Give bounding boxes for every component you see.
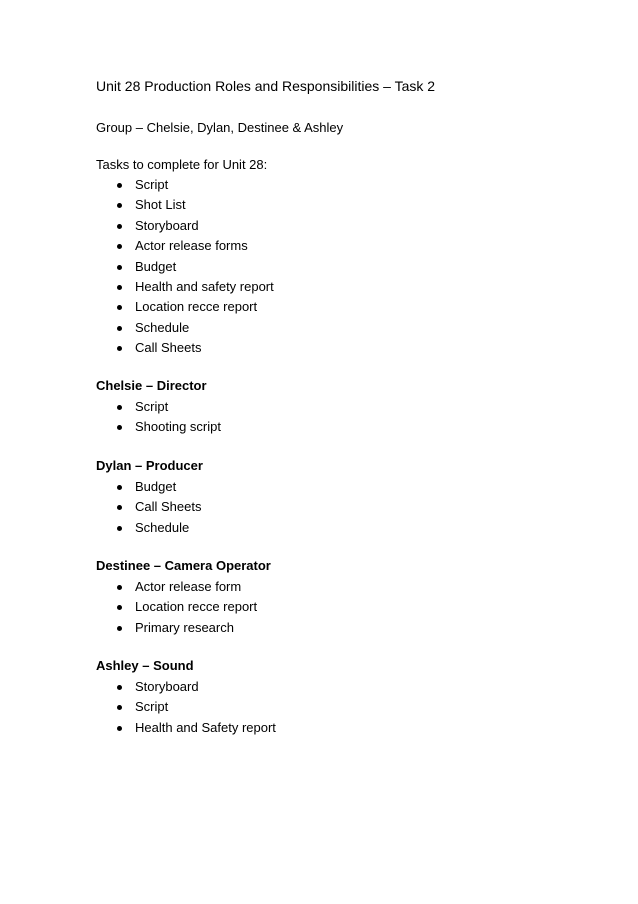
bullet-icon bbox=[117, 726, 122, 731]
bullet-icon bbox=[117, 485, 122, 490]
bullet-icon bbox=[117, 605, 122, 610]
bullet-icon bbox=[117, 244, 122, 249]
tasks-heading: Tasks to complete for Unit 28: bbox=[96, 157, 268, 172]
role-heading-ashley: Ashley – Sound bbox=[96, 658, 194, 673]
document-title: Unit 28 Production Roles and Responsibilities – Task 2 bbox=[96, 78, 436, 94]
group-members: Group – Chelsie, Dylan, Destinee & Ashley bbox=[96, 120, 344, 135]
bullet-icon bbox=[117, 305, 122, 310]
bullet-icon bbox=[117, 705, 122, 710]
bullet-icon bbox=[117, 285, 122, 290]
bullet-icon bbox=[117, 224, 122, 229]
bullet-icon bbox=[117, 505, 122, 510]
bullet-icon bbox=[117, 405, 122, 410]
bullet-icon bbox=[117, 183, 122, 188]
bullet-icon bbox=[117, 425, 122, 430]
bullet-icon bbox=[117, 346, 122, 351]
role-heading-chelsie: Chelsie – Director bbox=[96, 378, 207, 393]
bullet-icon bbox=[117, 626, 122, 631]
role-heading-dylan: Dylan – Producer bbox=[96, 458, 203, 473]
bullet-icon bbox=[117, 326, 122, 331]
document-page: Unit 28 Production Roles and Responsibilities – Task 2 Group – Chelsie, Dylan, Destinee & Ashley Tasks to complete for Unit 28: Script Shot List Storyboard Actor release forms Budget Health and safety report Location recce report Schedule Call Sheets Chelsie – Director Script Shooting script Dylan – Producer Budget Call Sheets Schedule Destinee – Camera Operator Actor release form Location recce report Primary research Ashley – Sound Storyboard Script Health and Safety report bbox=[0, 0, 638, 904]
role-heading-destinee: Destinee – Camera Operator bbox=[96, 558, 271, 573]
bullet-icon bbox=[117, 265, 122, 270]
bullet-icon bbox=[117, 685, 122, 690]
bullet-icon bbox=[117, 585, 122, 590]
bullet-icon bbox=[117, 203, 122, 208]
bullet-icon bbox=[117, 526, 122, 531]
